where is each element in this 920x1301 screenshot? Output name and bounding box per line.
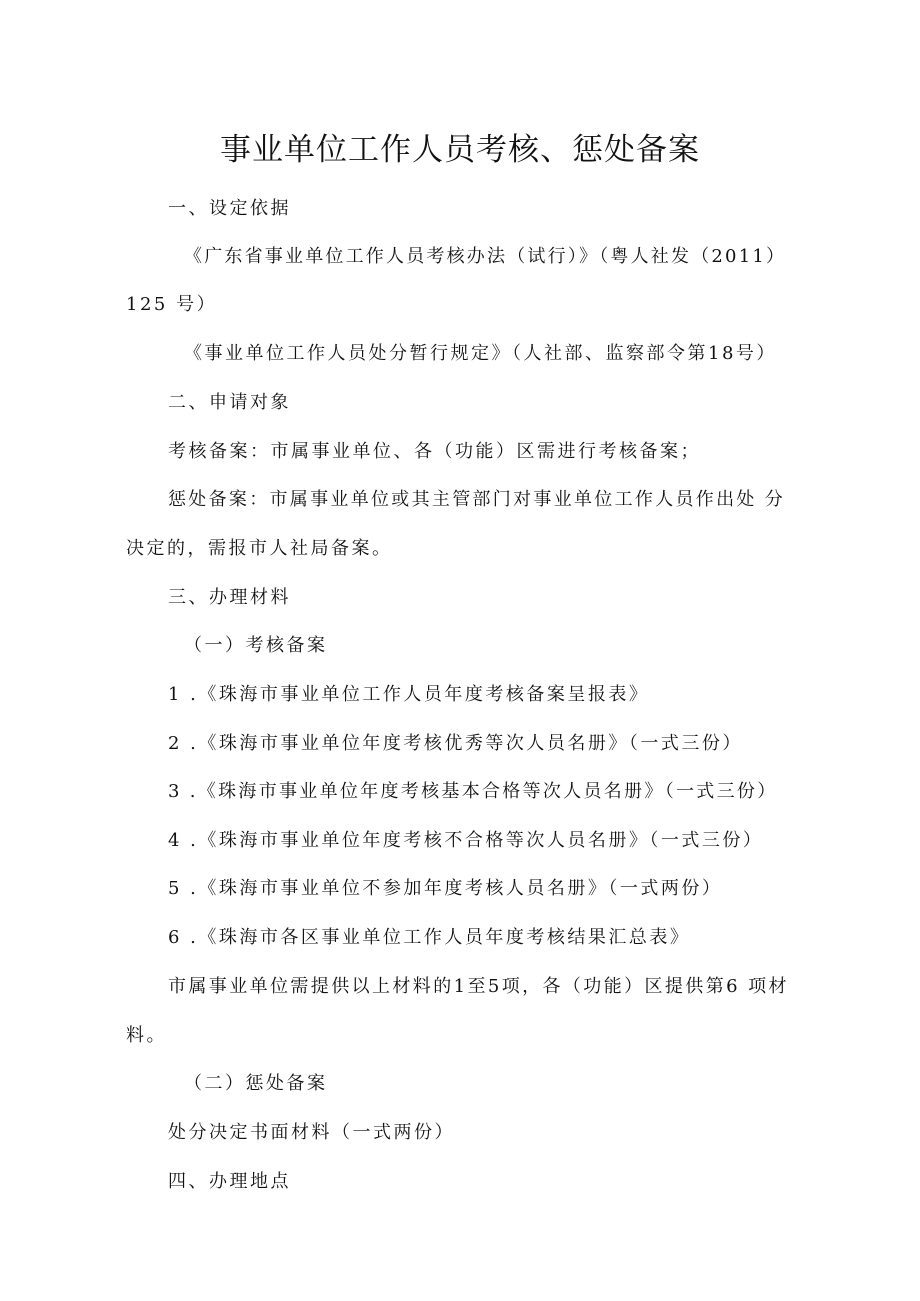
punishment-applicants-line-1: 惩处备案：市属事业单位或其主管部门对事业单位工作人员作出处 分 [168, 489, 786, 510]
basis-1-line-1: 《广东省事业单位工作人员考核办法（试行）》（粤人社发（2011） [184, 246, 787, 267]
punishment-applicants-line-2: 决定的，需报市人社局备案。 [126, 538, 393, 559]
material-item-5: 5 .《珠海市事业单位不参加年度考核人员名册》（一式两份） [168, 878, 723, 899]
basis-1-line-2: 125 号） [126, 294, 218, 315]
subsection-heading-punishment: （二）惩处备案 [184, 1073, 328, 1094]
assessment-applicants: 考核备案：市属事业单位、各（功能）区需进行考核备案； [168, 441, 701, 462]
materials-note-line-1: 市属事业单位需提供以上材料的1至5项，各（功能）区提供第6 项材 [168, 976, 789, 997]
punishment-material: 处分决定书面材料（一式两份） [168, 1122, 455, 1143]
material-item-3: 3 .《珠海市事业单位年度考核基本合格等次人员名册》（一式三份） [168, 781, 778, 802]
material-item-1: 1 .《珠海市事业单位工作人员年度考核备案呈报表》 [168, 684, 650, 705]
section-heading-basis: 一、设定依据 [168, 198, 291, 219]
material-item-2: 2 .《珠海市事业单位年度考核优秀等次人员名册》（一式三份） [168, 733, 743, 754]
basis-2: 《事业单位工作人员处分暂行规定》（人社部、监察部令第18号） [184, 343, 777, 364]
section-heading-applicants: 二、申请对象 [168, 392, 291, 413]
section-heading-materials: 三、办理材料 [168, 587, 291, 608]
subsection-heading-assessment: （一）考核备案 [184, 635, 328, 656]
section-heading-location: 四、办理地点 [168, 1171, 291, 1192]
materials-note-line-2: 料。 [126, 1025, 167, 1046]
document-title: 事业单位工作人员考核、惩处备案 [220, 132, 700, 168]
material-item-6: 6 .《珠海市各区事业单位工作人员年度考核结果汇总表》 [168, 927, 691, 948]
material-item-4: 4 .《珠海市事业单位年度考核不合格等次人员名册》（一式三份） [168, 830, 764, 851]
